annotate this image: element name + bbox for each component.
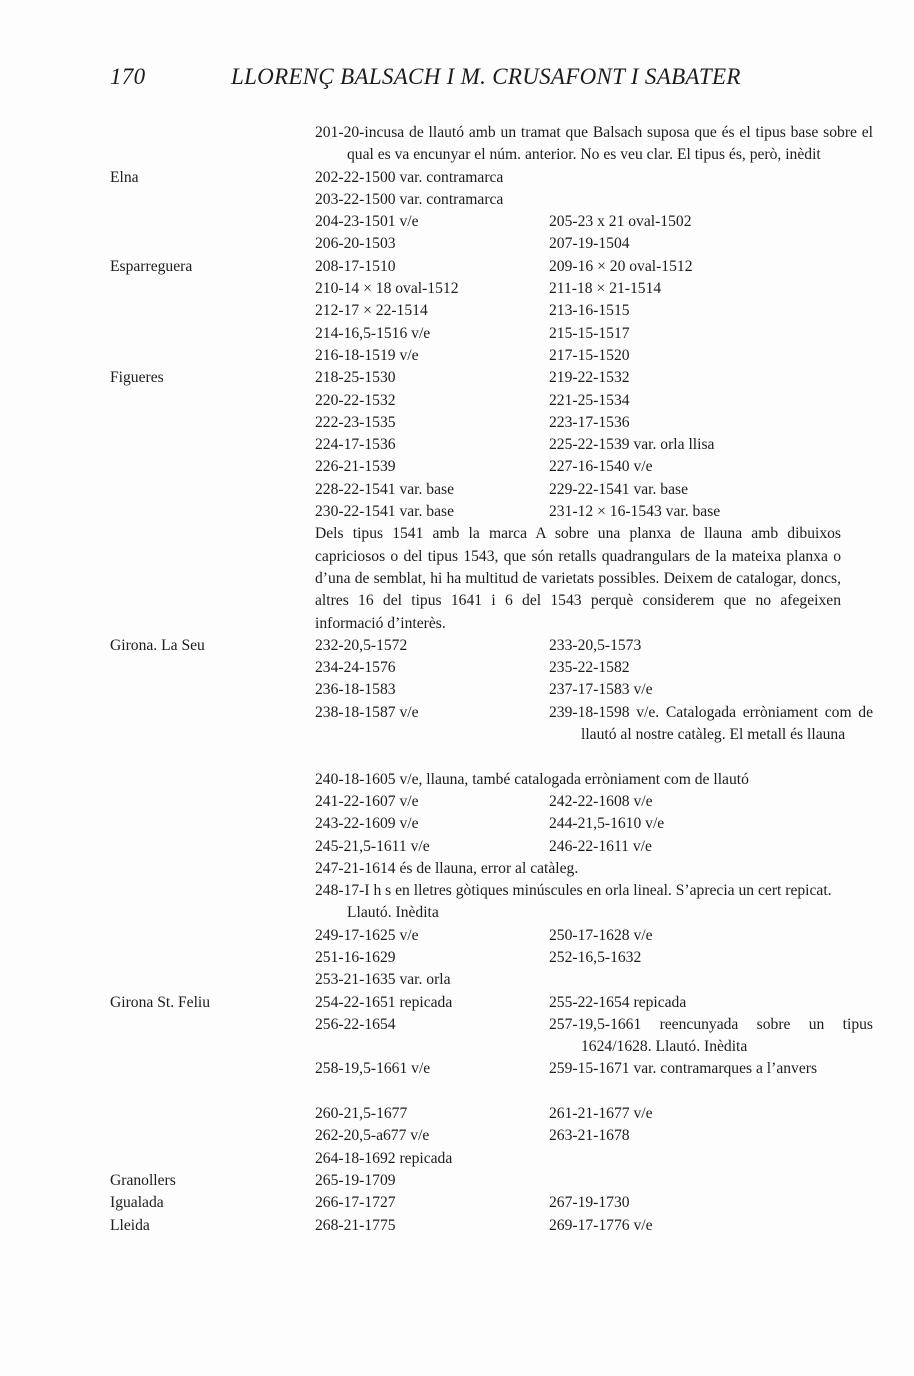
entry: 222-23-1535 bbox=[315, 413, 396, 431]
location-label: Lleida bbox=[110, 1216, 150, 1234]
entry: 205-23 x 21 oval-1502 bbox=[549, 213, 692, 231]
section-granollers bbox=[0, 1170, 914, 1192]
page-number: 170 bbox=[110, 64, 146, 89]
entry: 221-25-1534 bbox=[549, 391, 630, 409]
catalog-row bbox=[0, 947, 914, 969]
section-igualada bbox=[0, 1192, 914, 1214]
entry: 256-22-1654 bbox=[315, 1015, 396, 1033]
entry: 236-18-1583 bbox=[315, 681, 396, 699]
catalog-row bbox=[0, 412, 914, 434]
entry: 211-18 × 21-1514 bbox=[549, 280, 662, 298]
entry: 240-18-1605 v/e, llauna, també catalogada erròniament com de llautó bbox=[315, 770, 749, 788]
entry: 265-19-1709 bbox=[315, 1171, 396, 1189]
entry: 207-19-1504 bbox=[549, 235, 630, 253]
section-figueres bbox=[0, 367, 914, 635]
entry: 237-17-1583 v/e bbox=[549, 681, 653, 699]
catalog-row bbox=[0, 1148, 914, 1170]
entry: 235-22-1582 bbox=[549, 659, 630, 677]
catalog-row bbox=[0, 1192, 914, 1214]
catalog-row bbox=[0, 367, 914, 389]
catalog-row bbox=[0, 791, 914, 813]
entry: 245-21,5-1611 v/e bbox=[315, 837, 430, 855]
running-header bbox=[110, 64, 854, 94]
location-label: Girona. La Seu bbox=[110, 636, 205, 654]
catalog-row bbox=[0, 233, 914, 255]
entry: 227-16-1540 v/e bbox=[549, 458, 653, 476]
entry: 269-17-1776 v/e bbox=[549, 1216, 653, 1234]
entry: 219-22-1532 bbox=[549, 369, 630, 387]
entry: 218-25-1530 bbox=[315, 369, 396, 387]
entry: 212-17 × 22-1514 bbox=[315, 302, 428, 320]
entry: 261-21-1677 v/e bbox=[549, 1105, 653, 1123]
entry: 252-16,5-1632 bbox=[549, 948, 642, 966]
entry: 257-19,5-1661 reencunyada sobre un tipus 1624/1628. Llautó. Inèdita bbox=[549, 1015, 873, 1056]
catalog-row bbox=[0, 167, 914, 189]
catalog-row bbox=[0, 1103, 914, 1125]
entry-201: 201-20-incusa de llautó amb un tramat que Balsach suposa que és el tipus base sobre el qual es va encunyar el núm. anterior. No es veu clar. El tipus és, però, inèdit bbox=[315, 124, 873, 164]
entry: 232-20,5-1572 bbox=[315, 636, 408, 654]
entry: 234-24-1576 bbox=[315, 659, 396, 677]
entry: 244-21,5-1610 v/e bbox=[549, 815, 665, 833]
catalog-row bbox=[0, 1215, 914, 1237]
location-label: Granollers bbox=[110, 1171, 176, 1189]
catalog-row bbox=[0, 702, 914, 769]
location-label: Figueres bbox=[110, 369, 164, 387]
entry: 239-18-1598 v/e. Catalogada erròniament com de llautó al nostre catàleg. El metall és llauna bbox=[549, 703, 873, 744]
location-label: Igualada bbox=[110, 1194, 164, 1212]
catalog-row bbox=[0, 211, 914, 233]
location-label: Esparreguera bbox=[110, 257, 193, 275]
entry: 248-17-I h s en lletres gòtiques minúscules en orla lineal. S’aprecia un cert repicat. Llautó. Inèdita bbox=[315, 882, 832, 922]
catalog-row bbox=[0, 479, 914, 501]
entry: 262-20,5-a677 v/e bbox=[315, 1127, 430, 1145]
section-lleida bbox=[0, 1215, 914, 1237]
entry: 213-16-1515 bbox=[549, 302, 630, 320]
location-label: Elna bbox=[110, 168, 139, 186]
entry: 223-17-1536 bbox=[549, 413, 630, 431]
catalog-row bbox=[0, 1058, 914, 1103]
entry: 210-14 × 18 oval-1512 bbox=[315, 280, 459, 298]
entry: 259-15-1671 var. contramarques a l’anvers bbox=[549, 1060, 818, 1078]
entry: 233-20,5-1573 bbox=[549, 636, 642, 654]
entry: 268-21-1775 bbox=[315, 1216, 396, 1234]
entry: 206-20-1503 bbox=[315, 235, 396, 253]
entry: 260-21,5-1677 bbox=[315, 1105, 408, 1123]
entry: 241-22-1607 v/e bbox=[315, 792, 419, 810]
section-esparreguera bbox=[0, 256, 914, 367]
catalog-row bbox=[0, 679, 914, 701]
catalog-row bbox=[0, 323, 914, 345]
entry: 230-22-1541 var. base bbox=[315, 503, 455, 521]
catalog-row bbox=[0, 189, 914, 211]
entry: 216-18-1519 v/e bbox=[315, 346, 419, 364]
entry: 258-19,5-1661 v/e bbox=[315, 1060, 431, 1078]
catalog-row bbox=[0, 836, 914, 858]
entry: 243-22-1609 v/e bbox=[315, 815, 419, 833]
entry: 264-18-1692 repicada bbox=[315, 1149, 453, 1167]
entry: 209-16 × 20 oval-1512 bbox=[549, 257, 693, 275]
entry: 204-23-1501 v/e bbox=[315, 213, 419, 231]
entry: 224-17-1536 bbox=[315, 436, 396, 454]
catalog-row bbox=[0, 1014, 914, 1059]
entry: 251-16-1629 bbox=[315, 948, 396, 966]
entry: 247-21-1614 és de llauna, error al catàleg. bbox=[315, 859, 579, 877]
entry: 225-22-1539 var. orla llisa bbox=[549, 436, 715, 454]
catalog-row bbox=[0, 501, 914, 523]
catalog-row bbox=[0, 434, 914, 456]
running-title: LLORENÇ BALSACH I M. CRUSAFONT I SABATER bbox=[231, 64, 741, 89]
catalog-row bbox=[0, 278, 914, 300]
catalog-row bbox=[0, 925, 914, 947]
entry: 214-16,5-1516 v/e bbox=[315, 324, 431, 342]
entry: 255-22-1654 repicada bbox=[549, 993, 687, 1011]
section-girona-seu bbox=[0, 635, 914, 992]
catalog-row bbox=[0, 1170, 914, 1192]
catalog-row bbox=[0, 992, 914, 1014]
section-elna bbox=[0, 167, 914, 256]
entry: 228-22-1541 var. base bbox=[315, 480, 455, 498]
catalog-note: Dels tipus 1541 amb la marca A sobre una planxa de llauna amb dibuixos capriciosos o del tipus 1543, que són retalls quadrangulars de la mateixa planxa o d’una de semblat, hi ha multitud de varietats possibles. Deixem de catalogar, doncs, altres 16 del tipus 1641 i 6 del 1543 perquè considerem que no afegeixen informació d’interès. bbox=[315, 525, 841, 632]
entry: 246-22-1611 v/e bbox=[549, 837, 652, 855]
catalog-row bbox=[0, 813, 914, 835]
entry: 229-22-1541 var. base bbox=[549, 480, 689, 498]
entry: 231-12 × 16-1543 var. base bbox=[549, 503, 721, 521]
location-label: Girona St. Feliu bbox=[110, 993, 211, 1011]
entry: 253-21-1635 var. orla bbox=[315, 971, 451, 989]
catalog-row bbox=[0, 1125, 914, 1147]
entry: 208-17-1510 bbox=[315, 257, 396, 275]
entry: 220-22-1532 bbox=[315, 391, 396, 409]
catalog-row bbox=[0, 969, 914, 991]
entry: 249-17-1625 v/e bbox=[315, 926, 419, 944]
catalog-row bbox=[0, 390, 914, 412]
entry: 250-17-1628 v/e bbox=[549, 926, 653, 944]
entry: 215-15-1517 bbox=[549, 324, 630, 342]
entry: 266-17-1727 bbox=[315, 1194, 396, 1212]
entry: 217-15-1520 bbox=[549, 346, 630, 364]
catalog-row bbox=[0, 657, 914, 679]
entry: 202-22-1500 var. contramarca bbox=[315, 168, 504, 186]
catalog-row bbox=[0, 345, 914, 367]
entry: 242-22-1608 v/e bbox=[549, 792, 653, 810]
entry: 254-22-1651 repicada bbox=[315, 993, 453, 1011]
catalog-row bbox=[0, 456, 914, 478]
entry: 226-21-1539 bbox=[315, 458, 396, 476]
entry: 238-18-1587 v/e bbox=[315, 703, 419, 721]
entry: 203-22-1500 var. contramarca bbox=[315, 190, 504, 208]
catalog-row bbox=[0, 300, 914, 322]
entry: 263-21-1678 bbox=[549, 1127, 630, 1145]
section-girona-feliu bbox=[0, 992, 914, 1170]
catalog-row bbox=[0, 635, 914, 657]
catalog-body bbox=[0, 122, 914, 1237]
entry: 267-19-1730 bbox=[549, 1194, 630, 1212]
catalog-row bbox=[0, 256, 914, 278]
